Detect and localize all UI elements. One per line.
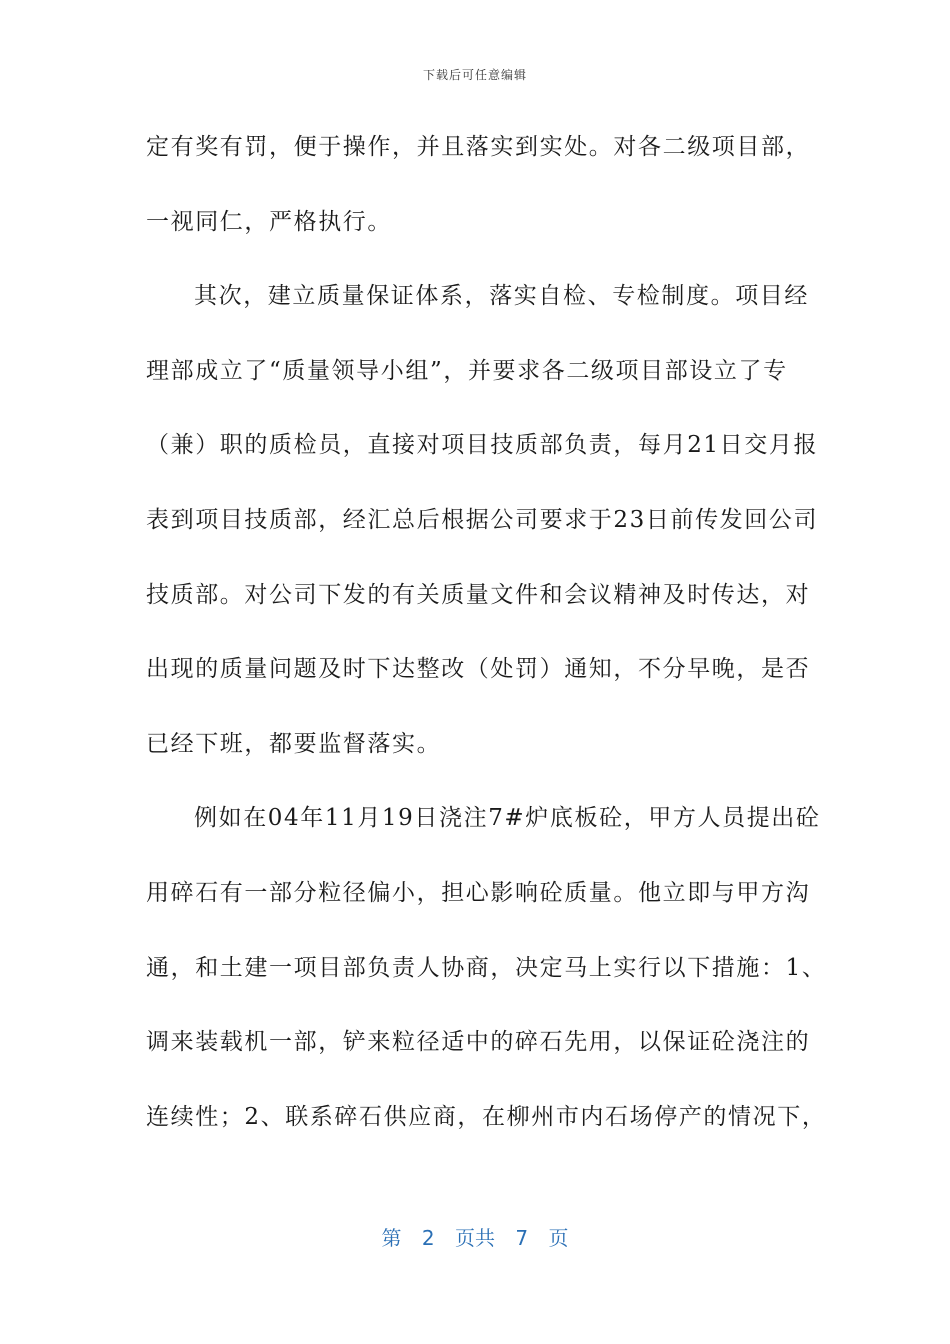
page-number-footer [0, 1222, 950, 1251]
text-line: 用碎石有一部分粒径偏小，担心影响砼质量。他立即与甲方沟 [146, 879, 811, 906]
text-line: （兼）职的质检员，直接对项目技质部负责，每月21日交月报 [146, 432, 819, 459]
text-line: 技质部。对公司下发的有关质量文件和会议精神及时传达，对 [146, 581, 811, 608]
text-line: 表到项目技质部，经汇总后根据公司要求于23日前传发回公司 [146, 506, 819, 533]
text-line: 一视同仁，严格执行。 [146, 208, 392, 235]
total-pages-number: 7 [515, 1226, 529, 1250]
current-page-number: 2 [421, 1226, 435, 1250]
footer-middle: 页共 [455, 1226, 495, 1250]
footer-prefix: 第 [381, 1226, 402, 1250]
text-line: 已经下班，都要监督落实。 [146, 730, 442, 757]
paragraph-start-line: 其次，建立质量保证体系，落实自检、专检制度。项目经 [194, 283, 809, 310]
text-line: 出现的质量问题及时下达整改（处罚）通知，不分早晚，是否 [146, 656, 811, 683]
header-note: 下载后可任意编辑 [422, 68, 527, 82]
paragraph-start-line: 例如在04年11月19日浇注7#炉底板砼，甲方人员提出砼 [194, 805, 821, 832]
text-line: 定有奖有罚，便于操作，并且落实到实处。对各二级项目部， [146, 134, 811, 160]
footer-suffix: 页 [548, 1226, 569, 1250]
text-line: 通，和土建一项目部负责人协商，决定马上实行以下措施：1、 [146, 954, 827, 981]
text-line: 调来装载机一部，铲来粒径适中的碎石先用，以保证砼浇注的 [146, 1029, 811, 1056]
text-line: 理部成立了“质量领导小组”，并要求各二级项目部设立了专 [146, 357, 788, 384]
document-body [146, 122, 827, 1166]
text-line: 连续性；2、联系碎石供应商，在柳州市内石场停产的情况下， [146, 1103, 827, 1130]
